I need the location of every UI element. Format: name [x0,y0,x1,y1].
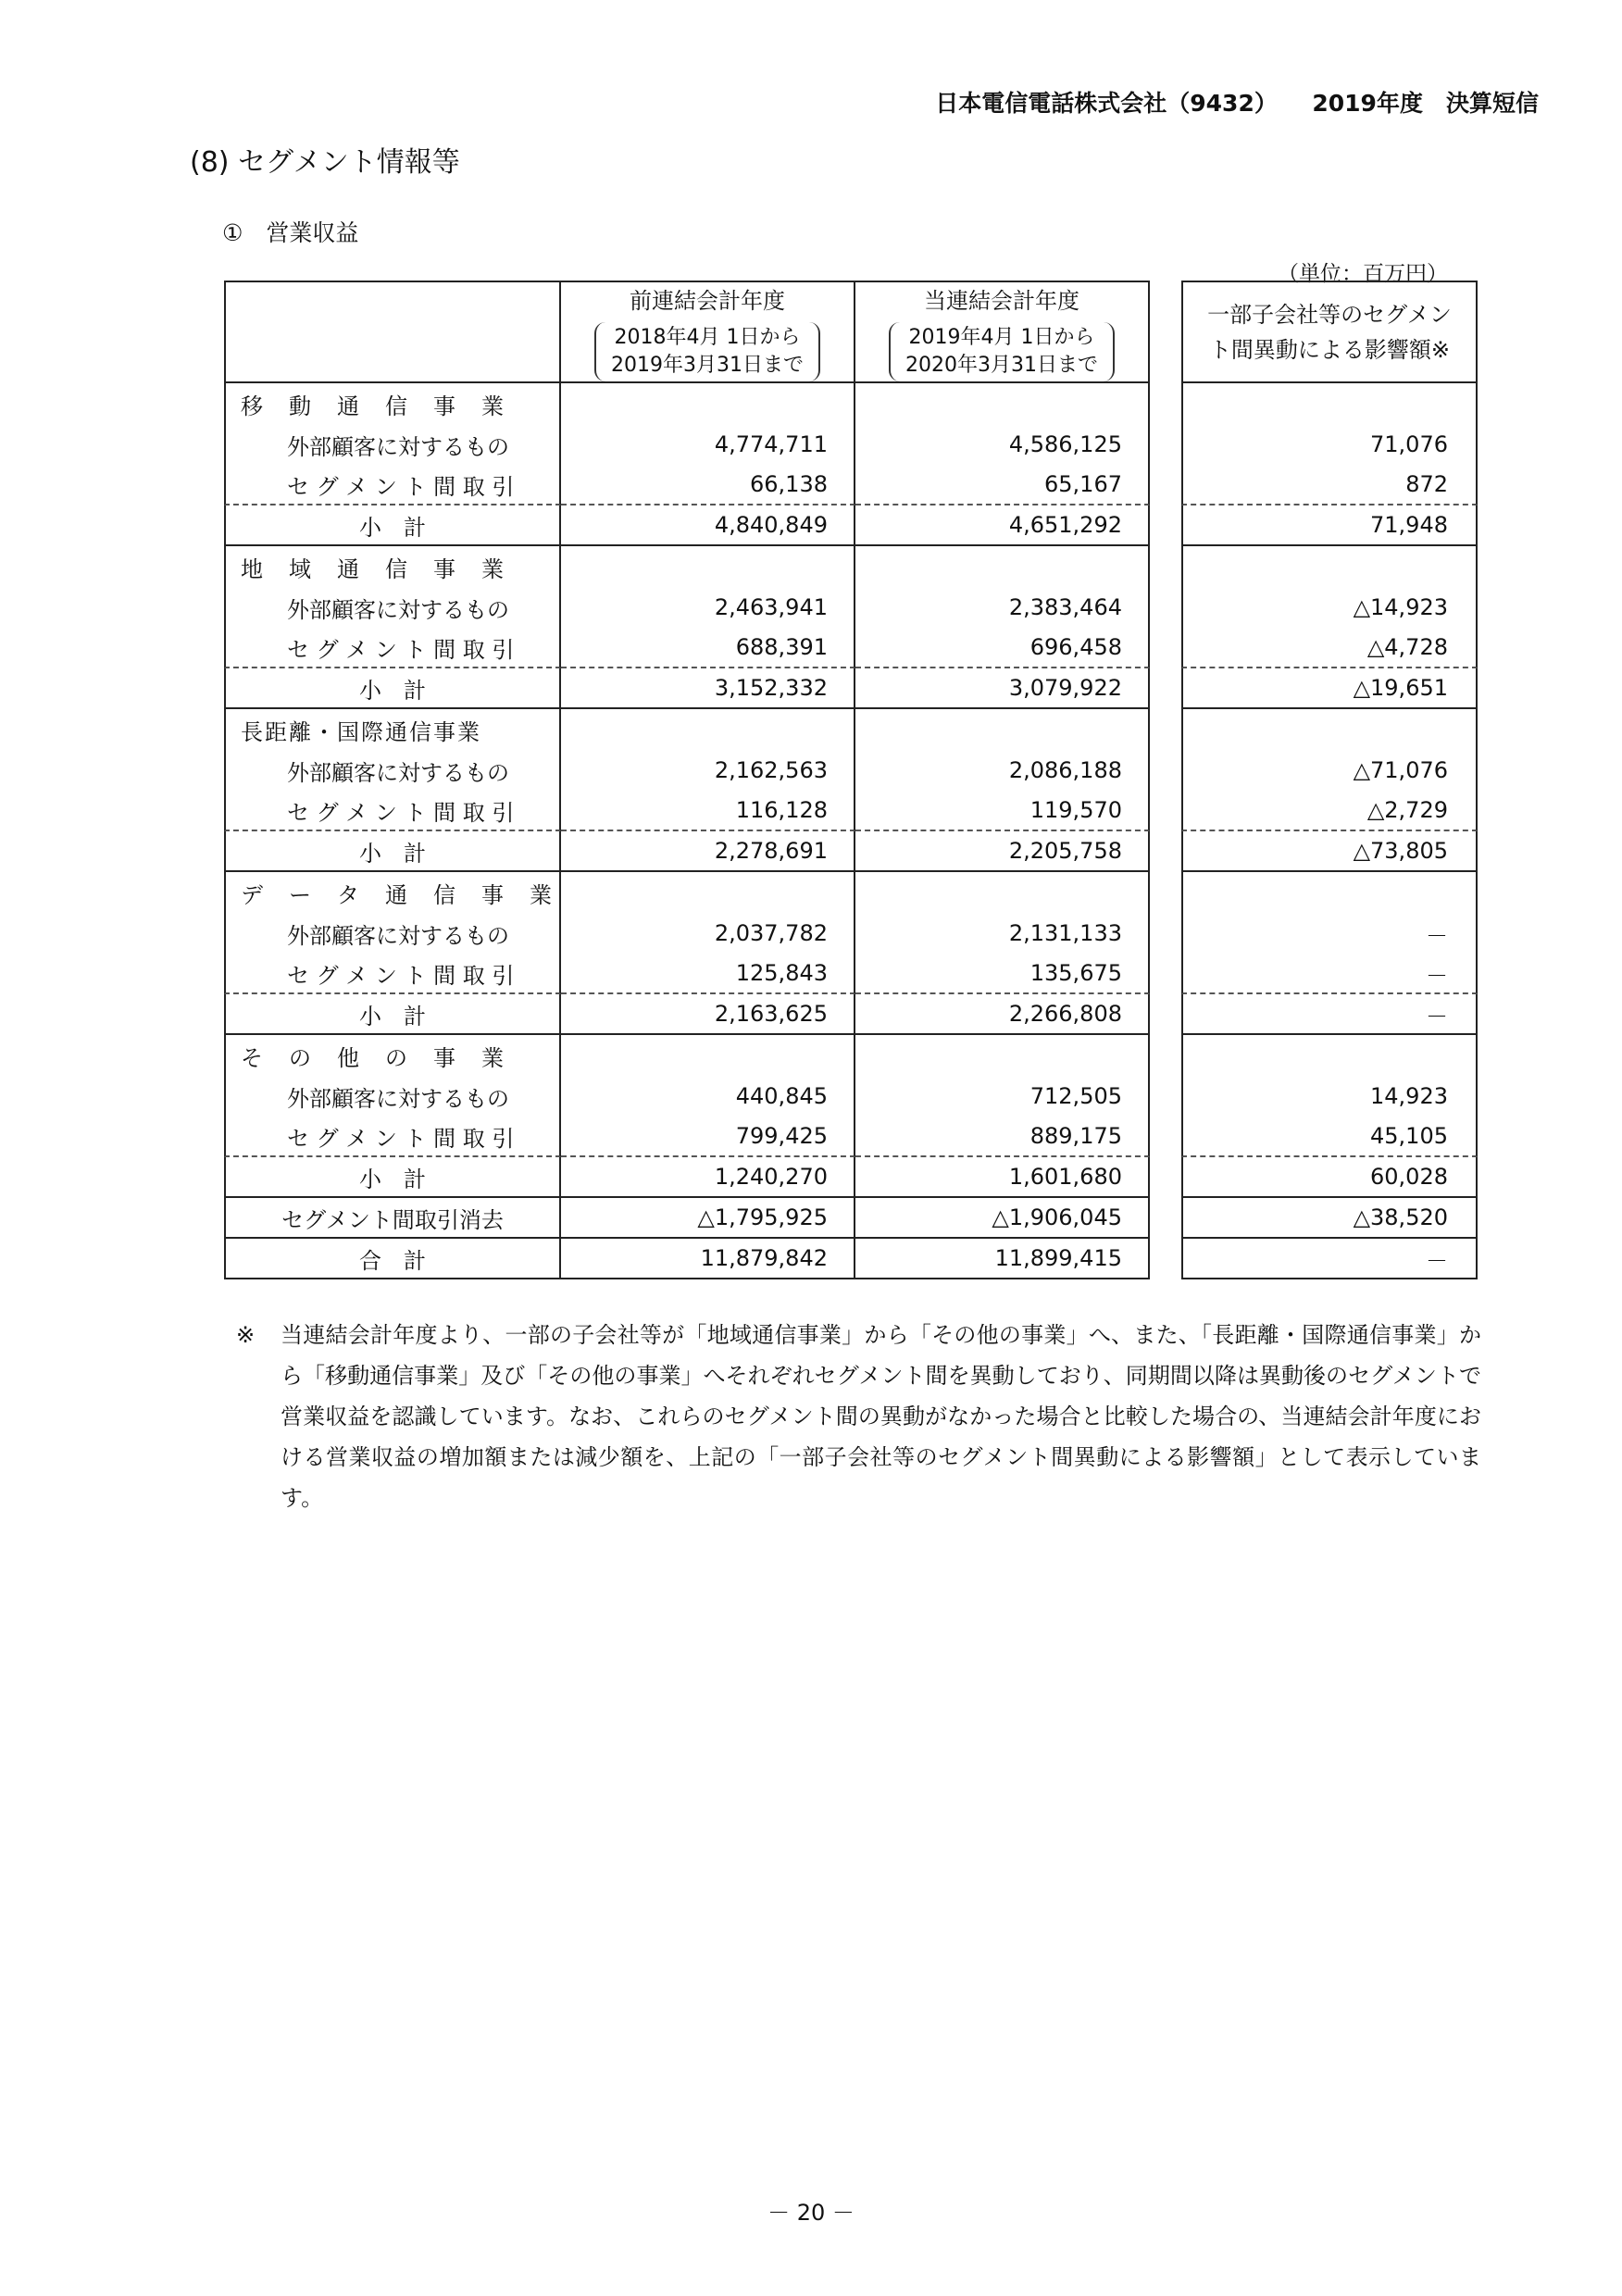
prev-period-from: 2018年4月 1日から [614,326,801,349]
effect-value: － [1181,913,1478,954]
effect-value: 872 [1181,465,1478,505]
total-label: 合 計 [224,1239,561,1279]
empty-cell [1181,872,1478,913]
gap-cell [1150,546,1181,587]
cur-period-to: 2020年3月31日まで [905,354,1098,377]
table-row [224,1076,1478,1117]
gap-cell [1150,1117,1181,1157]
effect-value: － [1181,954,1478,994]
total-row [224,1239,1478,1279]
elimination-label: セグメント間取引消去 [224,1198,561,1239]
prev-value: 4,774,711 [561,424,855,465]
subtotal-row [224,505,1478,546]
external-customers-label: 外部顧客に対するもの [224,1076,561,1117]
cur-value: △1,906,045 [855,1198,1150,1239]
cur-period-title: 当連結会計年度 [924,288,1079,314]
segment-name-row [224,872,1478,913]
header-prev-period [561,281,855,383]
external-customers-label: 外部顧客に対するもの [224,913,561,954]
prev-value: 688,391 [561,628,855,668]
prev-value: 2,037,782 [561,913,855,954]
gap-cell [1150,383,1181,424]
effect-value: － [1181,1239,1478,1279]
intersegment-label: セ グ メ ン ト 間 取 引 [224,1117,561,1157]
company-name: 日本電信電話株式会社（9432） [935,90,1266,117]
prev-period-to: 2019年3月31日まで [611,354,804,377]
gap-cell [1150,628,1181,668]
prev-value: 125,843 [561,954,855,994]
gap-cell [1150,913,1181,954]
empty-cell [561,709,855,750]
cur-value: 2,086,188 [855,750,1150,791]
table-row [224,791,1478,831]
segment-name: デ ー タ 通 信 事 業 [224,872,561,913]
prev-value: 2,278,691 [561,831,855,872]
intersegment-label: セ グ メ ン ト 間 取 引 [224,954,561,994]
segment-name: そ の 他 の 事 業 [224,1035,561,1076]
effect-value: 71,948 [1181,505,1478,546]
gap-cell [1150,872,1181,913]
footnote-mark: ※ [236,1322,256,1348]
cur-value: 2,205,758 [855,831,1150,872]
header-cur-period [855,281,1150,383]
segment-name-row [224,546,1478,587]
prev-value: 3,152,332 [561,668,855,709]
table-row [224,1117,1478,1157]
empty-cell [561,872,855,913]
segment-name-row [224,1035,1478,1076]
cur-value: 65,167 [855,465,1150,505]
gap-cell [1150,668,1181,709]
effect-title-line1: 一部子会社等のセグメン [1207,301,1452,328]
subsection-title: ① 営業収益 [222,219,359,246]
cur-value: 889,175 [855,1117,1150,1157]
gap-cell [1150,994,1181,1035]
page-number: － 20 － [767,2200,855,2226]
report-type: 決算短信 [1445,90,1539,117]
table-row [224,628,1478,668]
gap-cell [1150,1157,1181,1198]
header-gap [1150,281,1181,383]
empty-cell [1181,546,1478,587]
prev-value: 440,845 [561,1076,855,1117]
document-header [935,85,1539,119]
external-customers-label: 外部顧客に対するもの [224,424,561,465]
prev-period-range [594,322,820,381]
empty-cell [1181,1035,1478,1076]
cur-value: 11,899,415 [855,1239,1150,1279]
prev-value: △1,795,925 [561,1198,855,1239]
prev-value: 799,425 [561,1117,855,1157]
gap-cell [1150,587,1181,628]
prev-period-title: 前連結会計年度 [630,288,785,314]
prev-value: 116,128 [561,791,855,831]
empty-cell [855,709,1150,750]
cur-value: 119,570 [855,791,1150,831]
empty-cell [1181,709,1478,750]
gap-cell [1150,1198,1181,1239]
prev-value: 11,879,842 [561,1239,855,1279]
cur-value: 1,601,680 [855,1157,1150,1198]
subtotal-row [224,1157,1478,1198]
gap-cell [1150,1076,1181,1117]
cur-period-range [889,322,1115,381]
effect-value: △73,805 [1181,831,1478,872]
empty-cell [855,872,1150,913]
gap-cell [1150,505,1181,546]
segment-name: 長距離・国際通信事業 [224,709,561,750]
cur-value: 3,079,922 [855,668,1150,709]
cur-value: 135,675 [855,954,1150,994]
empty-cell [855,383,1150,424]
effect-value: △71,076 [1181,750,1478,791]
table-row [224,424,1478,465]
table-header-row [224,281,1478,383]
header-blank-cell [224,281,561,383]
elimination-row [224,1198,1478,1239]
unit-label: （単位：百万円） [1278,262,1448,286]
intersegment-label: セ グ メ ン ト 間 取 引 [224,791,561,831]
gap-cell [1150,831,1181,872]
effect-value: △14,923 [1181,587,1478,628]
effect-value: 71,076 [1181,424,1478,465]
footnote-text: 当連結会計年度より、一部の子会社等が「地域通信事業」から「その他の事業」へ、また、「長距離・国際通信事業」から「移動通信事業」及び「その他の事業」へそれぞれセグメント間を異動しており、同期間以降は異動後のセグメントで営業収益を認識しています。なお、これらのセグメント間の異動がなかった場合と比較した場合の、当連結会計年度における営業収益の増加額または減少額を、上記の「一部子会社等のセグメント間異動による影響額」として表示しています。 [281,1322,1481,1511]
effect-value: △38,520 [1181,1198,1478,1239]
cur-value: 696,458 [855,628,1150,668]
subtotal-row [224,668,1478,709]
segment-name-row [224,709,1478,750]
fiscal-year: 2019年度 [1312,90,1423,117]
table-row [224,954,1478,994]
header-effect [1181,281,1478,383]
empty-cell [1181,383,1478,424]
prev-value: 66,138 [561,465,855,505]
table-row [224,750,1478,791]
segment-name: 移 動 通 信 事 業 [224,383,561,424]
cur-value: 4,651,292 [855,505,1150,546]
section-title: (8) セグメント情報等 [190,146,460,179]
segment-revenue-table [224,281,1478,1279]
cur-value: 2,383,464 [855,587,1150,628]
empty-cell [855,1035,1150,1076]
effect-value: － [1181,994,1478,1035]
gap-cell [1150,424,1181,465]
gap-cell [1150,791,1181,831]
segment-name: 地 域 通 信 事 業 [224,546,561,587]
effect-value: △2,729 [1181,791,1478,831]
empty-cell [855,546,1150,587]
external-customers-label: 外部顧客に対するもの [224,750,561,791]
prev-value: 4,840,849 [561,505,855,546]
cur-value: 4,586,125 [855,424,1150,465]
prev-value: 2,463,941 [561,587,855,628]
effect-value: △19,651 [1181,668,1478,709]
subtotal-label: 小 計 [224,1157,561,1198]
gap-cell [1150,1035,1181,1076]
intersegment-label: セ グ メ ン ト 間 取 引 [224,628,561,668]
cur-period-from: 2019年4月 1日から [908,326,1095,349]
gap-cell [1150,465,1181,505]
effect-value: 60,028 [1181,1157,1478,1198]
cur-value: 712,505 [855,1076,1150,1117]
external-customers-label: 外部顧客に対するもの [224,587,561,628]
table-row [224,587,1478,628]
effect-value: 45,105 [1181,1117,1478,1157]
prev-value: 1,240,270 [561,1157,855,1198]
effect-title-line2: ト間異動による影響額※ [1208,336,1451,363]
empty-cell [561,1035,855,1076]
table-row [224,465,1478,505]
table-row [224,913,1478,954]
subtotal-label: 小 計 [224,668,561,709]
segment-name-row [224,383,1478,424]
gap-cell [1150,750,1181,791]
intersegment-label: セ グ メ ン ト 間 取 引 [224,465,561,505]
cur-value: 2,266,808 [855,994,1150,1035]
gap-cell [1150,954,1181,994]
cur-value: 2,131,133 [855,913,1150,954]
subtotal-row [224,994,1478,1035]
prev-value: 2,162,563 [561,750,855,791]
empty-cell [561,546,855,587]
gap-cell [1150,709,1181,750]
effect-value: 14,923 [1181,1076,1478,1117]
gap-cell [1150,1239,1181,1279]
effect-value: △4,728 [1181,628,1478,668]
empty-cell [561,383,855,424]
prev-value: 2,163,625 [561,994,855,1035]
subtotal-label: 小 計 [224,505,561,546]
subtotal-row [224,831,1478,872]
subtotal-label: 小 計 [224,831,561,872]
subtotal-label: 小 計 [224,994,561,1035]
footnote [236,1315,1481,1518]
